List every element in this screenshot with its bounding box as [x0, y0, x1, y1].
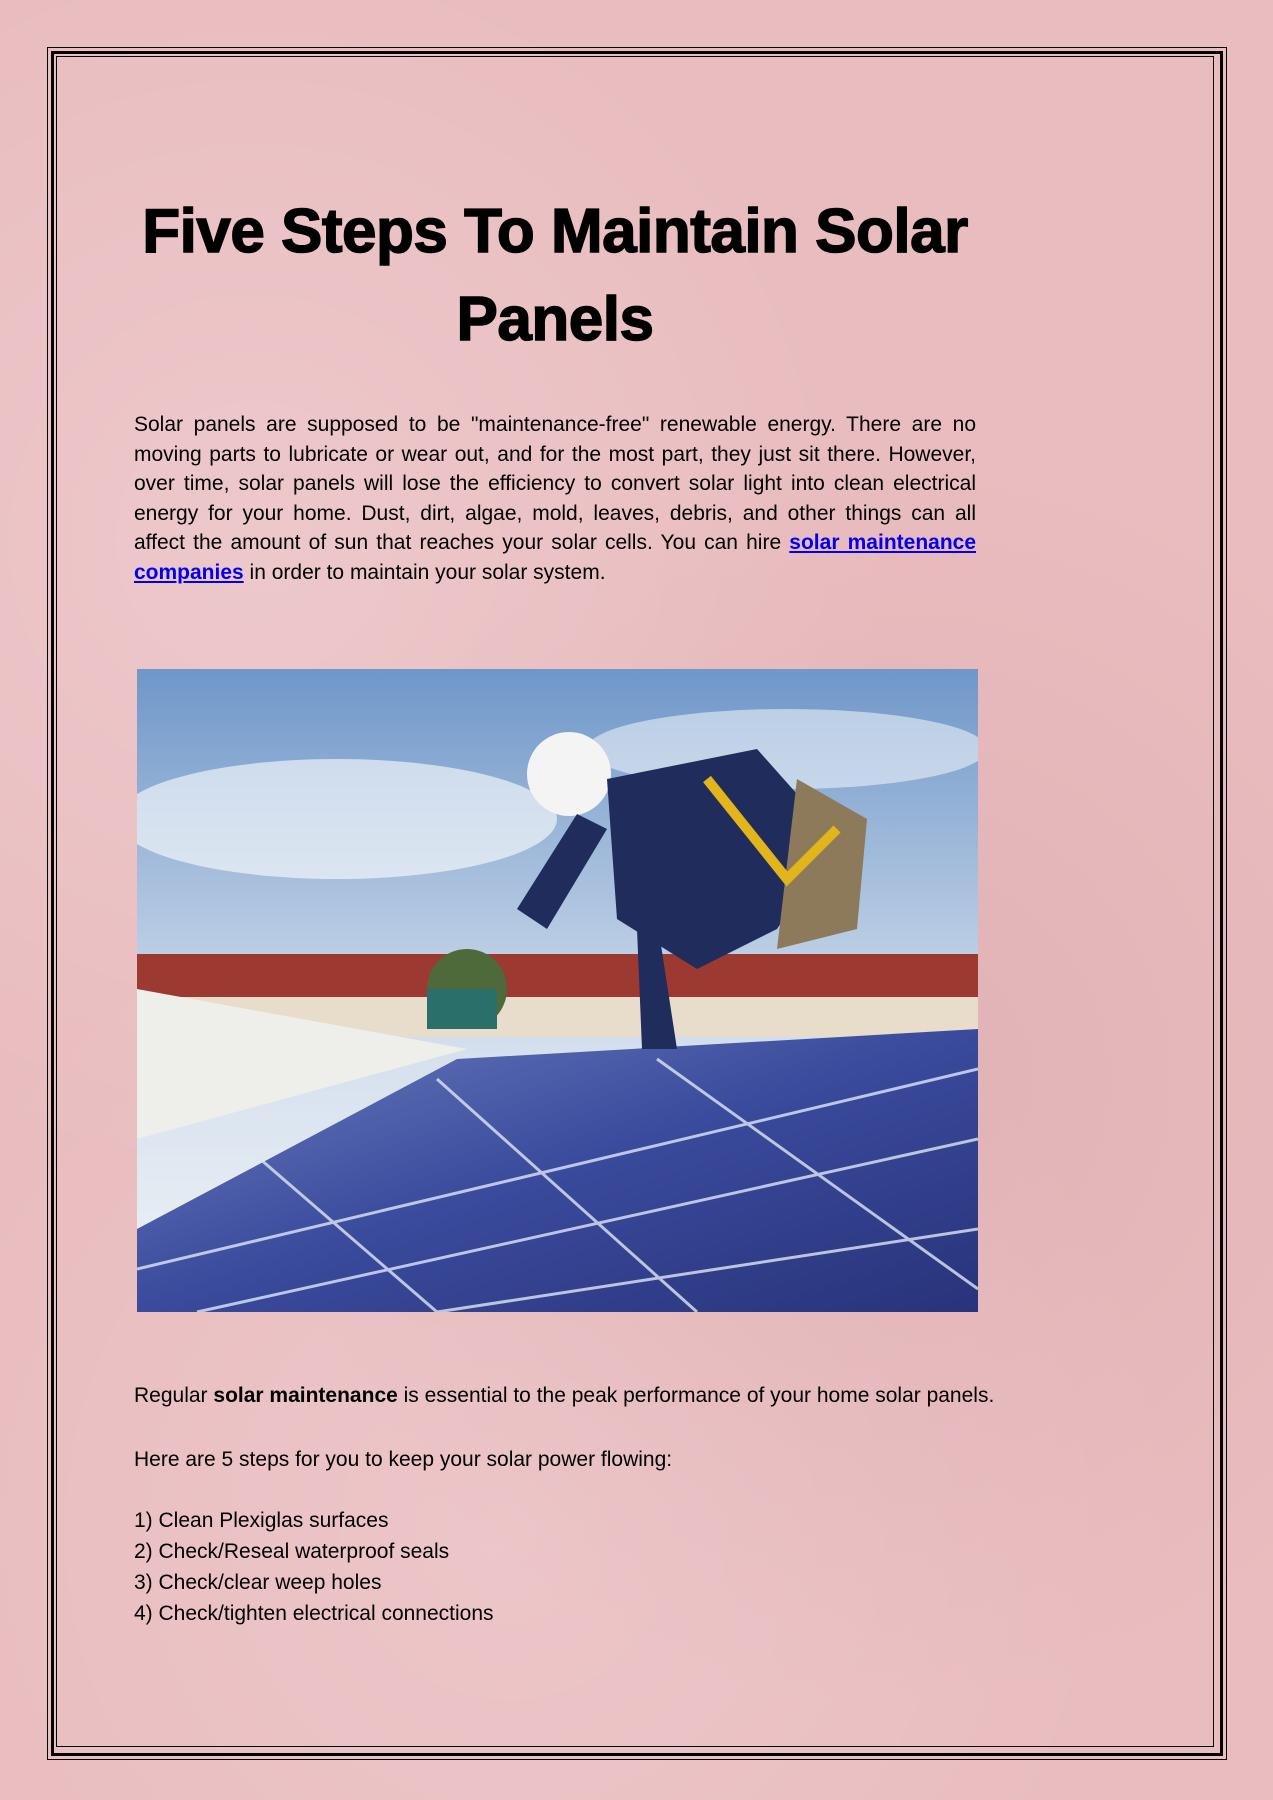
steps-list — [134, 1505, 494, 1629]
step-item: 1) Clean Plexiglas surfaces — [134, 1509, 389, 1532]
para1-bold: solar maintenance — [213, 1384, 398, 1407]
intro-text: Solar panels are supposed to be "maintenance-free" renewable energy. There are no moving parts to lubricate or wear out, and for the most part, they just sit there. However, over time, solar panels will lose the efficiency to convert solar light into clean electrical energy for your home. Dust, dirt, algae, mold, leaves, debris, and other things can all affect the amount of sun that reaches your solar cells. You can hire — [134, 413, 976, 554]
para1-before: Regular — [134, 1384, 214, 1407]
solar-maintenance-link[interactable]: solar maintenance companies — [134, 531, 977, 584]
step-item: 3) Check/clear weep holes — [134, 1571, 382, 1594]
step-item: 2) Check/Reseal waterproof seals — [134, 1540, 450, 1563]
steps-intro: Here are 5 steps for you to keep your solar power flowing: — [134, 1448, 673, 1471]
intro-after: in order to maintain your solar system. — [243, 560, 606, 584]
intro-paragraph — [134, 410, 976, 587]
step-item: 4) Check/tighten electrical connections — [134, 1602, 494, 1625]
para1-after: is essential to the peak performance of your home solar panels. — [397, 1384, 995, 1407]
page-title: Five Steps To Maintain Solar Panels — [142, 197, 968, 354]
regular-maintenance-paragraph — [134, 1380, 994, 1411]
solar-panel-worker-photo — [137, 669, 978, 1312]
